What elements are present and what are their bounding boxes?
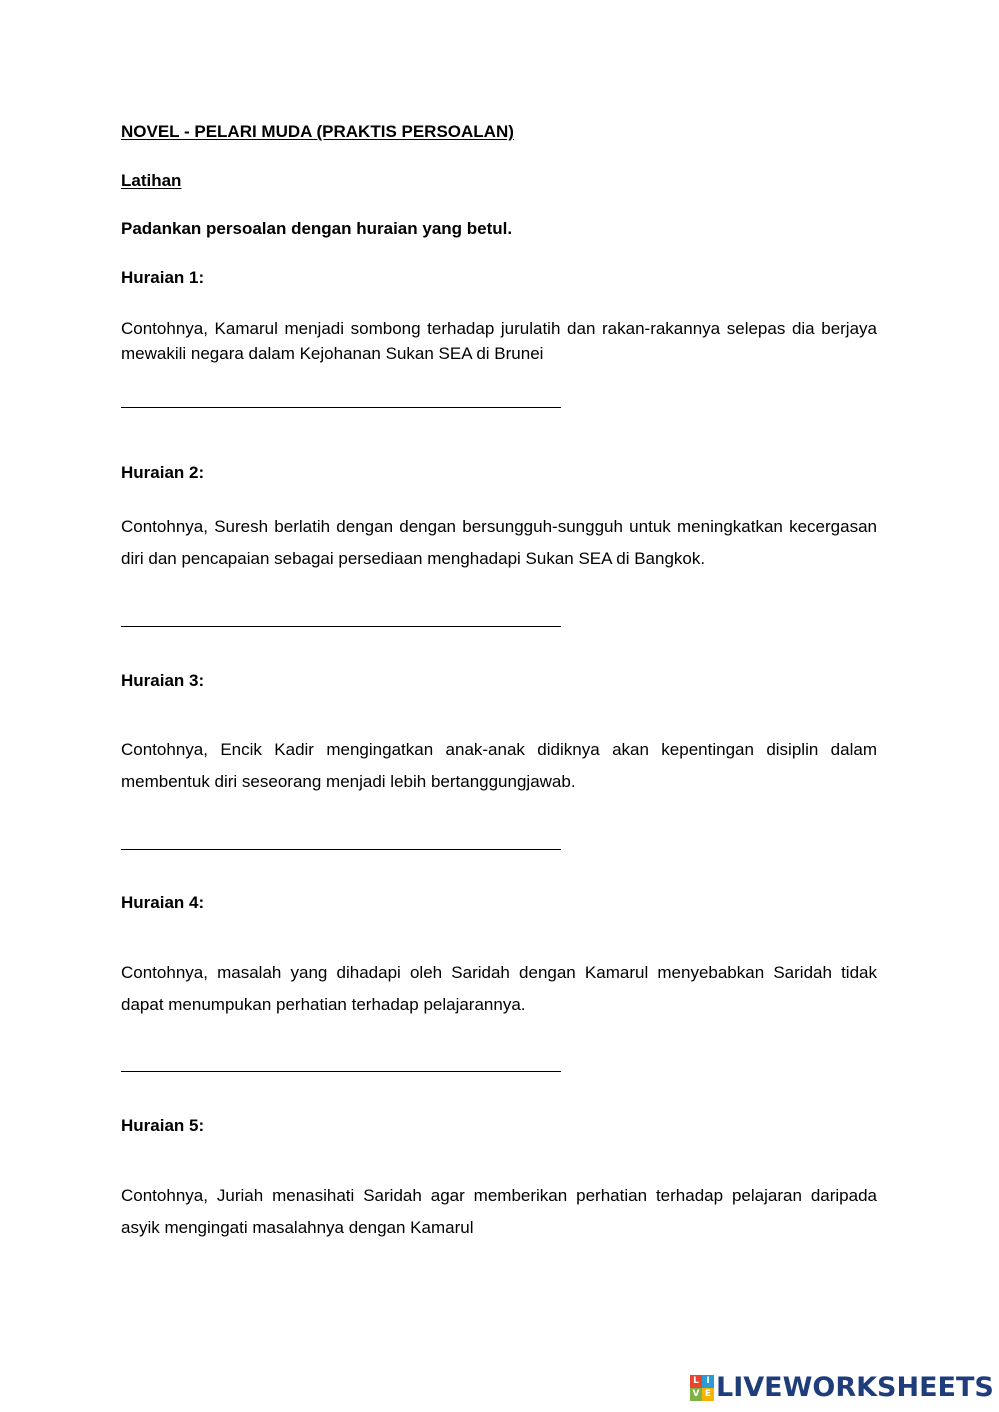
logo-mark-letter-l: L bbox=[690, 1375, 702, 1388]
item-heading-3: Huraian 3: bbox=[121, 671, 205, 690]
item-heading-5: Huraian 5: bbox=[121, 1116, 205, 1135]
section-subtitle: Latihan bbox=[121, 171, 182, 190]
item-text-5: Contohnya, Juriah menasihati Saridah agar memberikan perhatian terhadap pelajaran daripada asyik mengingati masalahnya dengan Kamarul bbox=[121, 1186, 877, 1237]
liveworksheets-logo-mark bbox=[690, 1375, 714, 1401]
liveworksheets-logo bbox=[690, 1372, 994, 1404]
logo-mark-letter-i: I bbox=[702, 1375, 714, 1388]
logo-mark-letter-v: V bbox=[690, 1388, 702, 1401]
answer-line-1[interactable] bbox=[121, 407, 561, 408]
item-heading-4: Huraian 4: bbox=[121, 893, 205, 912]
answer-line-3[interactable] bbox=[121, 849, 561, 850]
answer-line-2[interactable] bbox=[121, 626, 561, 627]
liveworksheets-logo-text: LIVEWORKSHEETS bbox=[716, 1372, 994, 1403]
item-heading-2: Huraian 2: bbox=[121, 463, 205, 482]
logo-mark-letter-e: E bbox=[702, 1388, 714, 1401]
item-text-2: Contohnya, Suresh berlatih dengan dengan bersungguh-sungguh untuk meningkatkan kecergasan diri dan pencapaian sebagai persediaan menghadapi Sukan SEA di Bangkok. bbox=[121, 517, 877, 568]
answer-line-4[interactable] bbox=[121, 1071, 561, 1072]
item-heading-1: Huraian 1: bbox=[121, 268, 205, 287]
page-title: NOVEL - PELARI MUDA (PRAKTIS PERSOALAN) bbox=[121, 122, 514, 141]
item-text-1: Contohnya, Kamarul menjadi sombong terhadap jurulatih dan rakan-rakannya selepas dia berjaya mewakili negara dalam Kejohanan Sukan SEA di Brunei bbox=[121, 319, 877, 363]
instruction: Padankan persoalan dengan huraian yang betul. bbox=[121, 219, 513, 238]
item-text-4: Contohnya, masalah yang dihadapi oleh Saridah dengan Kamarul menyebabkan Saridah tidak dapat menumpukan perhatian terhadap pelajarannya. bbox=[121, 963, 877, 1014]
item-text-3: Contohnya, Encik Kadir mengingatkan anak-anak didiknya akan kepentingan disiplin dalam membentuk diri seseorang menjadi lebih bertanggungjawab. bbox=[121, 740, 877, 791]
